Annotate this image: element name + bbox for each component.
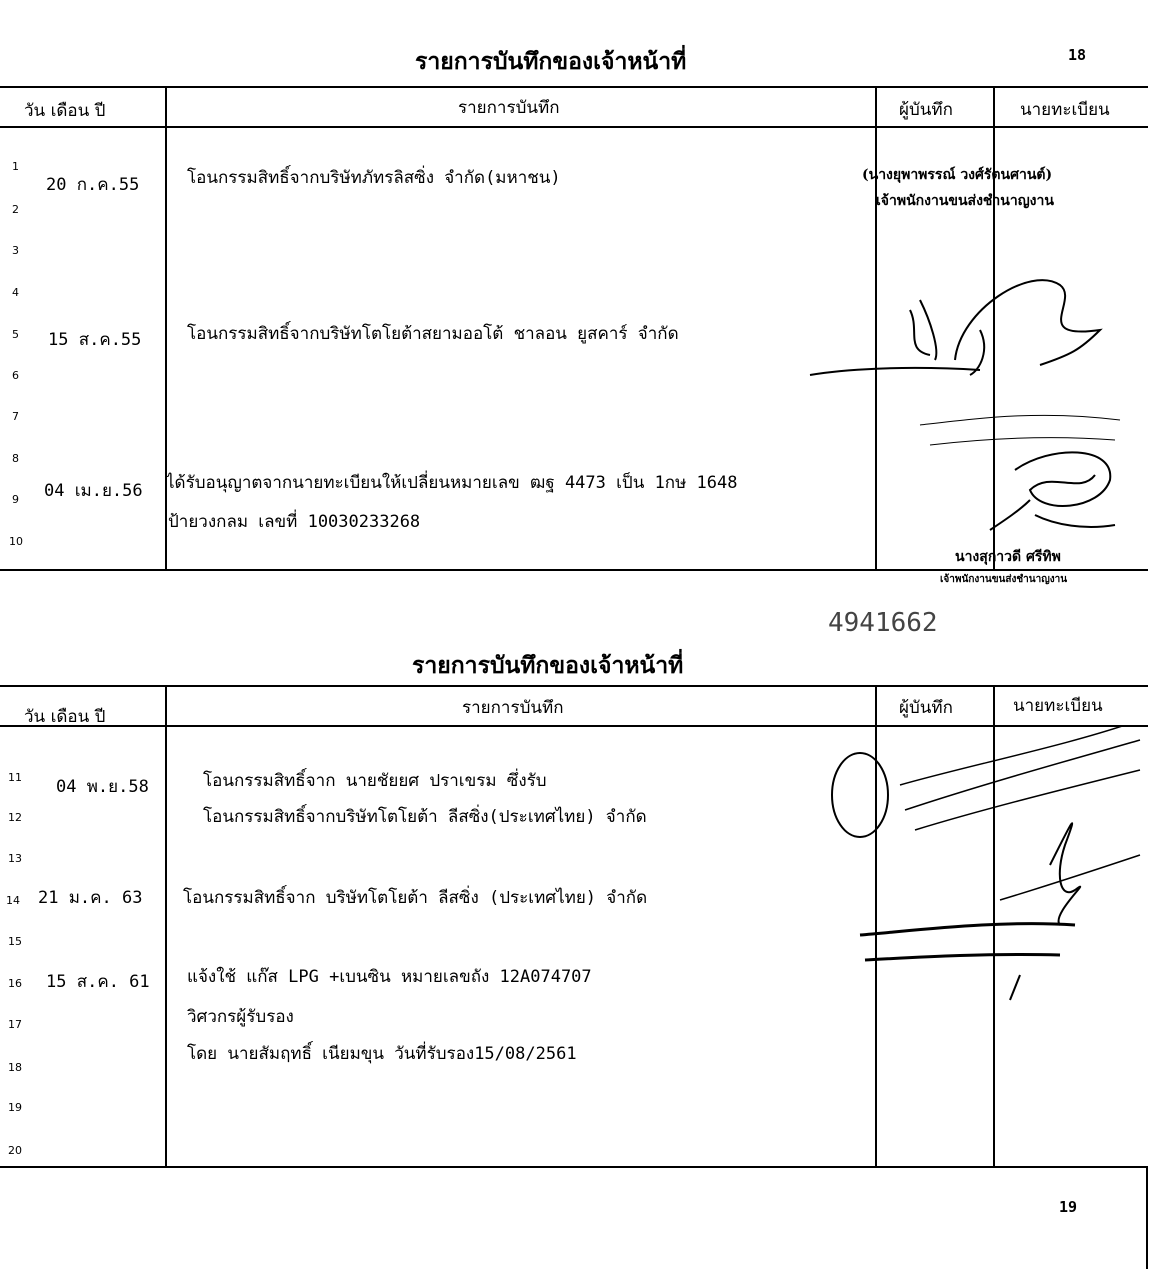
section2-title: รายการบันทึกของเจ้าหน้าที่ [412,652,684,679]
entry-date: 15 ส.ค.55 [48,330,142,350]
header-recorder: ผู้บันทึก [899,698,953,718]
header-entry: รายการบันทึก [458,98,560,118]
line-number: 1 [12,160,19,173]
section1-top-border [0,86,1148,88]
line-number: 9 [12,493,19,506]
line-number: 7 [12,410,19,423]
section2-col-divider-date [165,685,167,1168]
signature-title: เจ้าพนักงานขนส่งชำนาญงาน [876,193,1054,209]
entry-text: โอนกรรมสิทธิ์จากบริษัทโตโยต้าสยามออโต้ ชาลอน ยูสคาร์ จำกัด [187,324,679,344]
entry-text: ได้รับอนุญาตจากนายทะเบียนให้เปลี่ยนหมายเลข ฒฐ 4473 เป็น 1กษ 1648 [166,473,738,493]
line-number: 12 [8,811,22,824]
line-number: 11 [8,771,22,784]
page-right-edge [1146,1166,1148,1269]
signature-name: นางสุกาวดี ศรีทิพ [955,549,1061,565]
section2-bottom-border [0,1166,1148,1168]
handwritten-signatures-and-stamps [820,725,1150,1005]
line-number: 16 [8,977,22,990]
entry-text: โดย นายสัมฤทธิ์ เนียมขุน วันที่รับรอง15/08/2561 [187,1044,577,1064]
entry-text: โอนกรรมสิทธิ์จาก นายชัยยศ ปราเขรม ซึ่งรับ [203,771,547,791]
header-entry: รายการบันทึก [462,698,564,718]
line-number: 4 [12,286,19,299]
header-registrar: นายทะเบียน [1013,696,1103,716]
line-number: 5 [12,328,19,341]
header-date: วัน เดือน ปี [24,101,106,121]
entry-date: 21 ม.ค. 63 [38,888,143,908]
line-number: 8 [12,452,19,465]
section2-top-border [0,685,1148,687]
header-date: วัน เดือน ปี [24,707,106,727]
line-number: 6 [12,369,19,382]
entry-text: โอนกรรมสิทธิ์จาก บริษัทโตโยต้า ลีสซิ่ง (ประเทศไทย) จำกัด [183,888,648,908]
faint-stamp-number: 4941662 [828,608,938,638]
line-number: 18 [8,1061,22,1074]
header-recorder: ผู้บันทึก [899,100,953,120]
section1-title: รายการบันทึกของเจ้าหน้าที่ [415,48,687,75]
line-number: 3 [12,244,19,257]
entry-date: 15 ส.ค. 61 [46,972,150,992]
handwritten-signatures [780,270,1150,570]
line-number: 17 [8,1018,22,1031]
entry-text: ป้ายวงกลม เลขที่ 10030233268 [168,512,421,532]
line-number: 15 [8,935,22,948]
entry-text: วิศวกรผู้รับรอง [187,1007,294,1027]
page-number-bottom: 19 [1059,1198,1078,1216]
section1-header-border [0,126,1148,128]
signature-name: (นางยุพาพรรณ์ วงศ์รัตนศานต์) [862,167,1053,183]
entry-text: โอนกรรมสิทธิ์จากบริษัทภัทรลิสซิ่ง จำกัด(มหาชน) [187,168,561,188]
entry-text: โอนกรรมสิทธิ์จากบริษัทโตโยต้า ลีสซิ่ง(ประเทศไทย) จำกัด [203,807,647,827]
entry-date: 04 เม.ย.56 [44,481,143,501]
line-number: 20 [8,1144,22,1157]
line-number: 2 [12,203,19,216]
line-number: 10 [9,535,23,548]
page-number-top: 18 [1068,46,1087,64]
entry-date: 20 ก.ค.55 [46,175,140,195]
line-number: 14 [6,894,20,907]
entry-date: 04 พ.ย.58 [56,777,149,797]
section1-col-divider-date [165,86,167,571]
line-number: 13 [8,852,22,865]
header-registrar: นายทะเบียน [1020,100,1110,120]
entry-text: แจ้งใช้ แก๊ส LPG +เบนซิน หมายเลขถัง 12A074707 [187,967,592,987]
signature-title: เจ้าพนักงานขนส่งชำนาญงาน [940,574,1068,585]
line-number: 19 [8,1101,22,1114]
